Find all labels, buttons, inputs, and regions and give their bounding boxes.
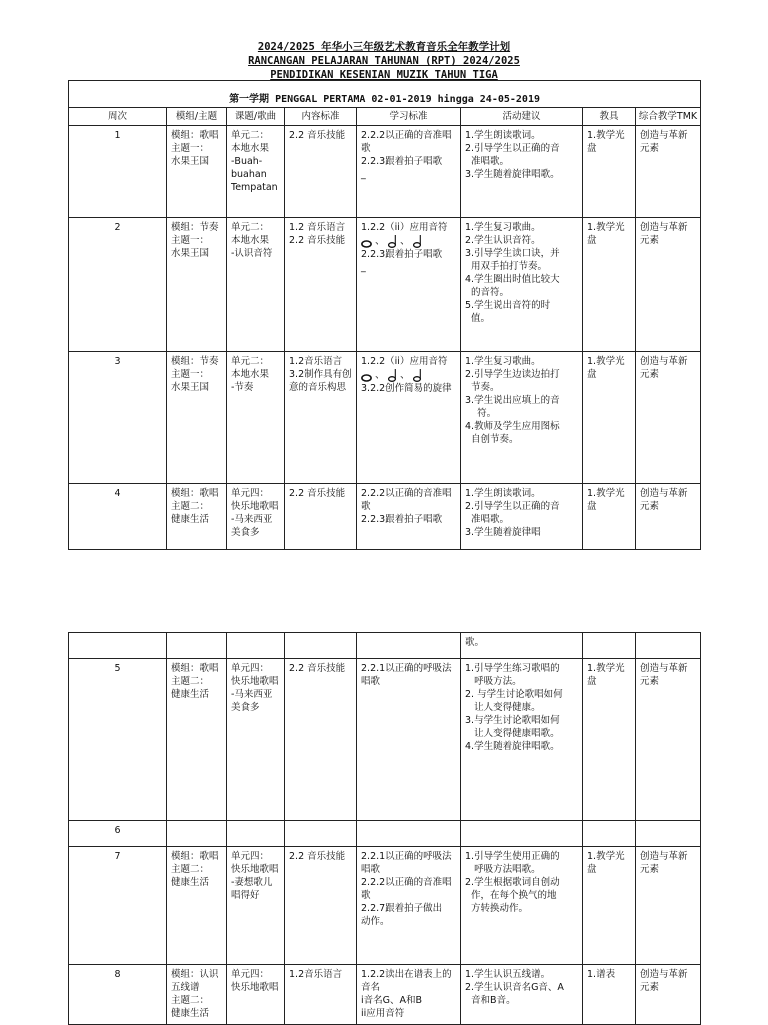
cell-text: 1 — [114, 130, 121, 141]
cell-content — [285, 352, 357, 484]
header-tmk: 综合教学TMK — [636, 108, 701, 126]
cell-activity — [461, 126, 583, 218]
cell-text: 模组：歌唱 主题二： 健康生活 — [171, 851, 219, 888]
cell-module — [167, 633, 227, 659]
cell-tmk — [636, 965, 701, 1025]
cell-text: 模组：歌唱 主题二： 健康生活 — [171, 663, 219, 700]
header-learning: 学习标准 — [357, 108, 461, 126]
cell-content — [285, 218, 357, 352]
cell-text: 2.2.1以正确的呼吸法唱歌 — [361, 663, 452, 687]
cell-text: 单元二： 本地水果 -认识音符 — [231, 222, 273, 259]
cell-text: 单元四： 快乐地歌唱 -马来西亚美食多 — [231, 663, 279, 713]
cell-text: 3 — [114, 356, 121, 367]
cell-tmk — [636, 352, 701, 484]
cell-text: 单元二： 本地水果 -Buah- buahan Tempatan — [231, 130, 278, 193]
cell-week — [69, 484, 167, 550]
cell-module — [167, 965, 227, 1025]
cell-text: 2.2.1以正确的呼吸法唱歌 2.2.2以正确的音准唱歌 2.2.7跟着拍子做出 动作。 — [361, 851, 452, 927]
cell-text: 7 — [114, 851, 121, 862]
cell-week — [69, 821, 167, 847]
cell-text: 创造与革新元素 — [640, 851, 688, 875]
cell-aids — [583, 126, 636, 218]
cell-week — [69, 352, 167, 484]
cell-text: 模组：歌唱 主题一： 水果王国 — [171, 130, 219, 167]
cell-module — [167, 821, 227, 847]
cell-text: 2 — [114, 222, 121, 233]
doc-subject: PENDIDIKAN KESENIAN MUZIK TAHUN TIGA — [270, 69, 498, 81]
music-notes-icon: 、 、 — [361, 234, 422, 248]
cell-aids — [583, 484, 636, 550]
week-row — [69, 965, 701, 1025]
cell-module — [167, 126, 227, 218]
cell-text: 1.谱表 — [587, 969, 616, 980]
cell-aids — [583, 218, 636, 352]
cell-week — [69, 218, 167, 352]
cell-aids — [583, 965, 636, 1025]
cell-tmk — [636, 126, 701, 218]
column-header-row — [69, 108, 701, 126]
cell-text: 创造与革新元素 — [640, 222, 688, 246]
cell-text: 模组：节奏 主题一： 水果王国 — [171, 356, 219, 393]
cell-text: 创造与革新元素 — [640, 488, 688, 512]
cell-text: 2.2 音乐技能 — [289, 130, 346, 141]
cell-learning — [357, 126, 461, 218]
cell-topic — [227, 352, 285, 484]
cell-topic — [227, 126, 285, 218]
lesson-plan-table-continued — [68, 632, 701, 1025]
cell-text: 模组：认识五线谱 主题二： 健康生活 — [171, 969, 219, 1019]
cell-tmk — [636, 847, 701, 965]
cell-text: 6 — [114, 825, 121, 836]
cell-content — [285, 484, 357, 550]
learning-standard-text: 3.2.2创作简易的旋律 — [361, 383, 452, 394]
term-row — [69, 81, 701, 108]
cell-text: 2.2.2以正确的音准唱歌 2.2.3跟着拍子唱歌 — [361, 488, 452, 525]
header-module: 模组/主题 — [167, 108, 227, 126]
header-week: 周次 — [69, 108, 167, 126]
week-row — [69, 126, 701, 218]
week-row — [69, 484, 701, 550]
cell-aids — [583, 633, 636, 659]
learning-standard-prefix: 1.2.2（ii）应用音符 — [361, 222, 451, 233]
term-heading: 第一学期 PENGGAL PERTAMA 02-01-2019 hingga 24-05-2019 — [69, 81, 701, 108]
cell-text: 1.引导学生使用正确的 呼吸方法唱歌。 2.学生根据歌词自创动 作，在每个换气的地 方转换动作。 — [465, 851, 560, 914]
week-row — [69, 218, 701, 352]
week-row — [69, 633, 701, 659]
cell-week — [69, 633, 167, 659]
cell-text: 1.教学光盘 — [587, 851, 625, 875]
cell-content — [285, 821, 357, 847]
cell-content — [285, 126, 357, 218]
cell-text: 歌。 — [465, 637, 485, 648]
cell-topic — [227, 633, 285, 659]
header-topic: 课题/歌曲 — [227, 108, 285, 126]
cell-activity — [461, 847, 583, 965]
cell-text: 1.教学光盘 — [587, 130, 625, 154]
cell-week — [69, 847, 167, 965]
cell-aids — [583, 659, 636, 821]
cell-module — [167, 218, 227, 352]
week-row — [69, 847, 701, 965]
cell-text: 1.学生朗读歌词。 2.引导学生以正确的音 准唱歌。 3.学生随着旋律唱 — [465, 488, 560, 538]
cell-text: 模组：节奏 主题一： 水果王国 — [171, 222, 219, 259]
cell-text: 1.引导学生练习歌唱的 呼吸方法。 2. 与学生讨论歌唱如何 让人变得健康。 3.与学生讨论歌唱如何 让人变得健康唱歌。 4.学生随着旋律唱歌。 — [465, 663, 563, 752]
cell-text: 4 — [114, 488, 121, 499]
cell-text: 1.学生复习歌曲。 2.引导学生边读边拍打 节奏。 3.学生说出应填上的音 符。 4.教师及学生应用图标 自创节奏。 — [465, 356, 560, 445]
cell-activity — [461, 633, 583, 659]
header-activity: 活动建议 — [461, 108, 583, 126]
cell-text: 2.2.2以正确的音准唱歌 2.2.3跟着拍子唱歌 _ — [361, 130, 452, 180]
cell-module — [167, 484, 227, 550]
cell-activity — [461, 659, 583, 821]
cell-activity — [461, 484, 583, 550]
cell-module — [167, 352, 227, 484]
cell-learning — [357, 965, 461, 1025]
header-content: 内容标准 — [285, 108, 357, 126]
cell-week — [69, 126, 167, 218]
cell-topic — [227, 659, 285, 821]
cell-learning — [357, 352, 461, 484]
cell-learning — [357, 821, 461, 847]
cell-text: 2.2 音乐技能 — [289, 663, 346, 674]
doc-title-malay: RANCANGAN PELAJARAN TAHUNAN (RPT) 2024/2025 — [248, 55, 520, 67]
cell-text: 1.学生复习歌曲。 2.学生认识音符。 3.引导学生读口诀，并 用双手拍打节奏。 4.学生圈出时值比较大 的音符。 5.学生说出音符的时 值。 — [465, 222, 560, 324]
week-row — [69, 821, 701, 847]
cell-aids — [583, 352, 636, 484]
cell-week — [69, 659, 167, 821]
header-aids: 教具 — [583, 108, 636, 126]
cell-text: 1.2.2读出在谱表上的音名 i音名G、A和B ii应用音符 — [361, 969, 452, 1019]
cell-text: 8 — [114, 969, 121, 980]
cell-text: 1.教学光盘 — [587, 663, 625, 687]
cell-tmk — [636, 633, 701, 659]
cell-week — [69, 965, 167, 1025]
cell-text: 1.教学光盘 — [587, 356, 625, 380]
cell-text: 单元四： 快乐地歌唱 -马来西亚美食多 — [231, 488, 279, 538]
cell-topic — [227, 965, 285, 1025]
cell-aids — [583, 821, 636, 847]
cell-text: 1.教学光盘 — [587, 222, 625, 246]
cell-content — [285, 633, 357, 659]
cell-text: 5 — [114, 663, 121, 674]
cell-text: 1.教学光盘 — [587, 488, 625, 512]
cell-text: 1.2 音乐语言 2.2 音乐技能 — [289, 222, 346, 246]
learning-standard-text: 2.2.3跟着拍子唱歌 _ — [361, 249, 443, 273]
cell-topic — [227, 821, 285, 847]
cell-tmk — [636, 821, 701, 847]
cell-text: 创造与革新元素 — [640, 356, 688, 380]
cell-learning — [357, 847, 461, 965]
cell-activity — [461, 965, 583, 1025]
week-row — [69, 659, 701, 821]
cell-module — [167, 847, 227, 965]
cell-tmk — [636, 218, 701, 352]
week-row — [69, 352, 701, 484]
doc-title-chinese: 2024/2025 年华小三年级艺术教育音乐全年教学计划 — [257, 41, 511, 53]
cell-activity — [461, 218, 583, 352]
lesson-plan-table — [68, 80, 701, 550]
cell-text: 创造与革新元素 — [640, 663, 688, 687]
cell-tmk — [636, 484, 701, 550]
cell-text: 模组：歌唱 主题二： 健康生活 — [171, 488, 219, 525]
cell-content — [285, 659, 357, 821]
music-notes-icon: 、 、 — [361, 368, 422, 382]
cell-text: 单元二： 本地水果 -节奏 — [231, 356, 270, 393]
cell-text: 2.2 音乐技能 — [289, 851, 346, 862]
cell-text: 1.学生认识五线谱。 2.学生认识音名G音、A 音和B音。 — [465, 969, 564, 1006]
cell-text: 单元四： 快乐地歌唱 -妻想歌儿唱得好 — [231, 851, 279, 901]
cell-text: 1.2音乐语言 3.2制作具有创意的音乐构思 — [289, 356, 352, 393]
cell-module — [167, 659, 227, 821]
cell-content — [285, 847, 357, 965]
cell-text: 1.学生朗读歌词。 2.引导学生以正确的音 准唱歌。 3.学生随着旋律唱歌。 — [465, 130, 560, 180]
cell-text: 单元四： 快乐地歌唱 — [231, 969, 279, 993]
cell-topic — [227, 847, 285, 965]
cell-text: 2.2 音乐技能 — [289, 488, 346, 499]
document-header — [0, 40, 768, 82]
cell-learning — [357, 484, 461, 550]
cell-text: 1.2音乐语言 — [289, 969, 343, 980]
cell-activity — [461, 821, 583, 847]
cell-learning — [357, 633, 461, 659]
cell-aids — [583, 847, 636, 965]
cell-topic — [227, 218, 285, 352]
cell-text: 创造与革新元素 — [640, 130, 688, 154]
cell-content — [285, 965, 357, 1025]
cell-text: 创造与革新元素 — [640, 969, 688, 993]
cell-topic — [227, 484, 285, 550]
learning-standard-prefix: 1.2.2（ii）应用音符 — [361, 356, 451, 367]
cell-learning — [357, 218, 461, 352]
cell-tmk — [636, 659, 701, 821]
cell-learning — [357, 659, 461, 821]
cell-activity — [461, 352, 583, 484]
